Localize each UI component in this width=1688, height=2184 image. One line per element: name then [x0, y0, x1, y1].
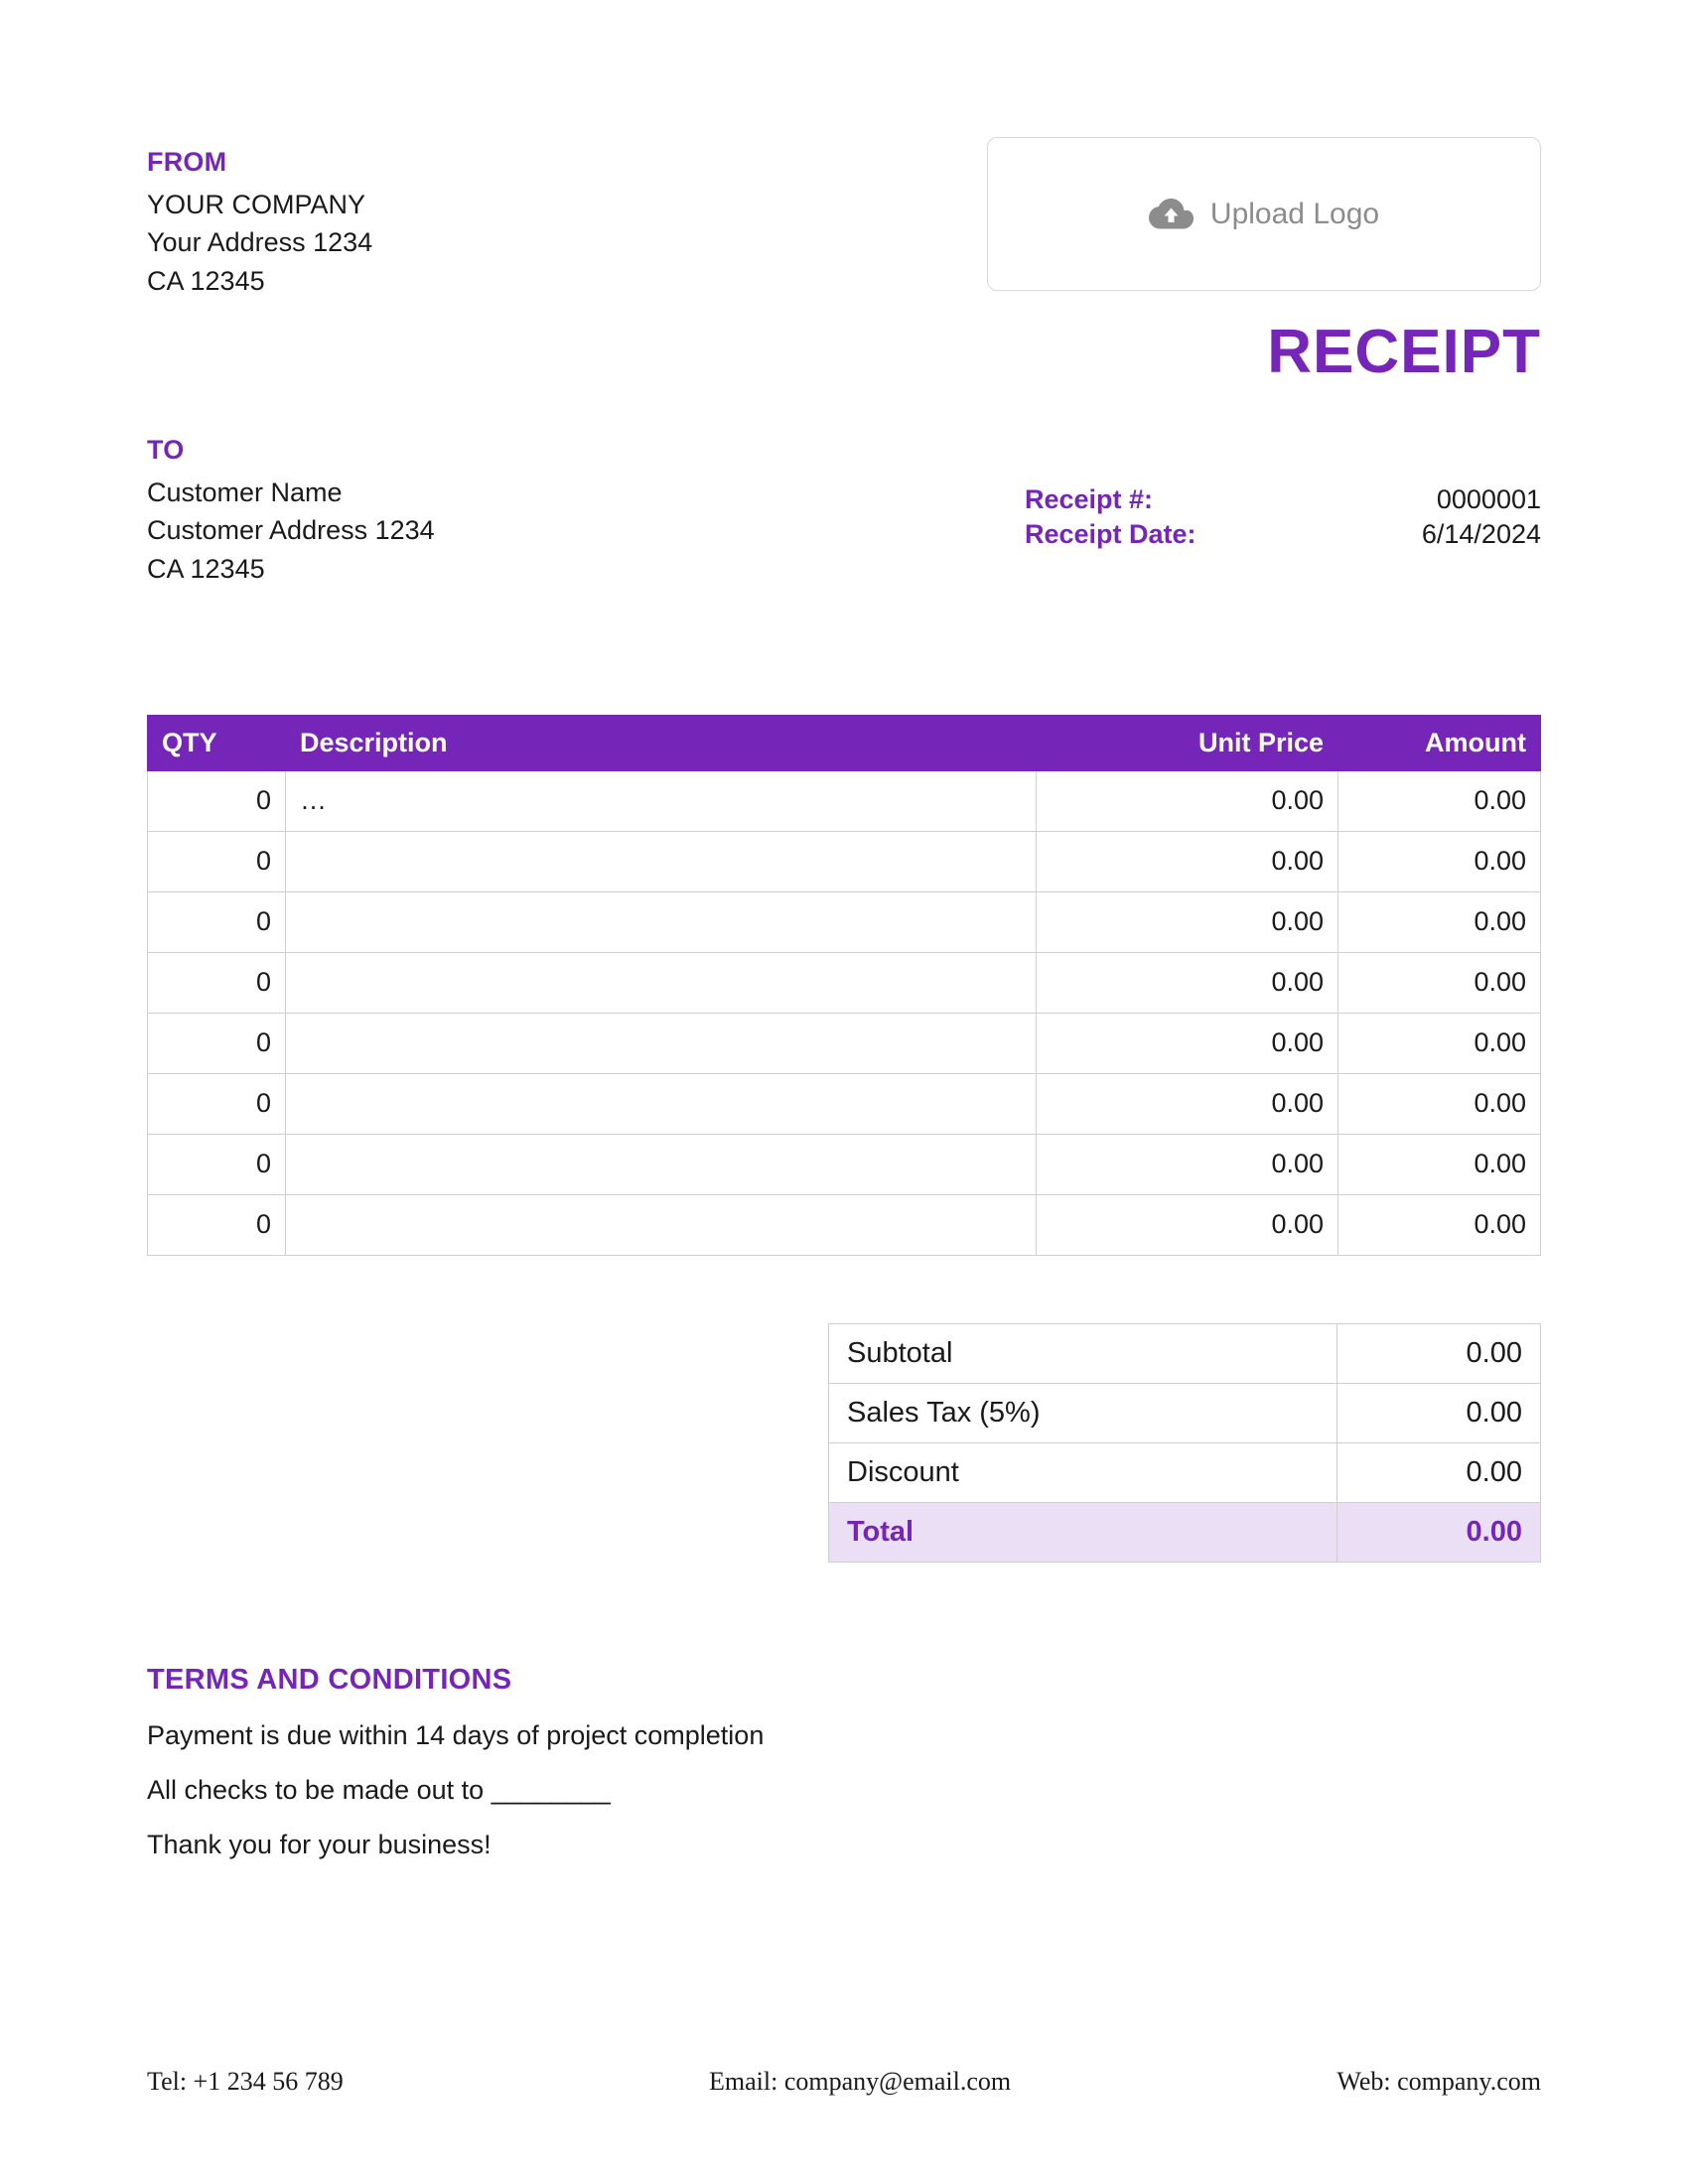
cell-amount: 0.00: [1338, 1013, 1541, 1073]
terms-line-3: Thank you for your business!: [147, 1829, 492, 1859]
to-line-2: Customer Address 1234: [147, 515, 435, 546]
from-line-2: Your Address 1234: [147, 227, 373, 258]
discount-value[interactable]: 0.00: [1337, 1442, 1541, 1502]
totals-section: [147, 1323, 1541, 1563]
cell-amount: 0.00: [1338, 1073, 1541, 1134]
cell-unit-price[interactable]: 0.00: [1037, 891, 1338, 952]
cell-qty[interactable]: 0: [148, 1134, 286, 1194]
upload-logo-label: Upload Logo: [1209, 197, 1380, 230]
cell-amount: 0.00: [1338, 770, 1541, 831]
cell-description[interactable]: [286, 1073, 1037, 1134]
cell-unit-price[interactable]: 0.00: [1037, 1134, 1338, 1194]
receipt-date-value[interactable]: 6/14/2024: [1421, 519, 1541, 549]
subtotal-value: 0.00: [1337, 1323, 1541, 1383]
cloud-upload-icon: [1149, 196, 1195, 233]
cell-amount: 0.00: [1338, 891, 1541, 952]
upload-logo-inner: [1149, 196, 1379, 233]
receipt-number-value[interactable]: 0000001: [1436, 484, 1541, 514]
document-header: [147, 109, 1541, 387]
totals-row-subtotal: [829, 1323, 1541, 1383]
subtotal-label: Subtotal: [829, 1323, 1337, 1383]
cell-unit-price[interactable]: 0.00: [1037, 952, 1338, 1013]
to-line-3: CA 12345: [147, 553, 265, 584]
cell-qty[interactable]: 0: [148, 831, 286, 891]
footer-email: Email: company@email.com: [709, 2067, 1012, 2096]
cell-unit-price[interactable]: 0.00: [1037, 1013, 1338, 1073]
footer-tel: Tel: +1 234 56 789: [147, 2067, 344, 2096]
cell-qty[interactable]: 0: [148, 770, 286, 831]
document-footer: [147, 2067, 1541, 2097]
column-header-amount: Amount: [1338, 715, 1541, 770]
table-row: [148, 1013, 1541, 1073]
recipient-and-meta: [147, 435, 1541, 588]
receipt-date-label: Receipt Date:: [1025, 519, 1196, 549]
cell-unit-price[interactable]: 0.00: [1037, 770, 1338, 831]
from-block: [147, 109, 372, 300]
cell-qty[interactable]: 0: [148, 1194, 286, 1255]
from-line-1: YOUR COMPANY: [147, 190, 366, 219]
totals-row-total: [829, 1502, 1541, 1562]
terms-and-conditions: [147, 1664, 1541, 1860]
column-header-unit-price: Unit Price: [1037, 715, 1338, 770]
cell-description[interactable]: …: [286, 770, 1037, 831]
table-row: [148, 831, 1541, 891]
cell-description[interactable]: [286, 831, 1037, 891]
cell-unit-price[interactable]: 0.00: [1037, 1073, 1338, 1134]
logo-and-title: [987, 109, 1541, 387]
cell-qty[interactable]: 0: [148, 952, 286, 1013]
cell-amount: 0.00: [1338, 952, 1541, 1013]
cell-amount: 0.00: [1338, 831, 1541, 891]
cell-description[interactable]: [286, 1194, 1037, 1255]
total-label: Total: [829, 1502, 1337, 1562]
table-row: [148, 891, 1541, 952]
totals-row-sales-tax: [829, 1383, 1541, 1442]
cell-qty[interactable]: 0: [148, 1013, 286, 1073]
cell-qty[interactable]: 0: [148, 891, 286, 952]
upload-logo-dropzone[interactable]: [987, 137, 1541, 291]
page-title: RECEIPT: [1267, 318, 1541, 386]
cell-description[interactable]: [286, 1013, 1037, 1073]
terms-line-1: Payment is due within 14 days of project completion: [147, 1719, 765, 1750]
table-row: [148, 1194, 1541, 1255]
to-block: [147, 435, 435, 588]
line-items-header-row: [148, 715, 1541, 770]
total-value: 0.00: [1337, 1502, 1541, 1562]
totals-table: [828, 1323, 1541, 1563]
table-row: [148, 770, 1541, 831]
column-header-qty: QTY: [148, 715, 286, 770]
cell-unit-price[interactable]: 0.00: [1037, 831, 1338, 891]
cell-description[interactable]: [286, 1134, 1037, 1194]
sales-tax-value: 0.00: [1337, 1383, 1541, 1442]
cell-amount: 0.00: [1338, 1134, 1541, 1194]
meta-row-receipt-date: [1025, 517, 1541, 552]
terms-title: TERMS AND CONDITIONS: [147, 1663, 512, 1696]
column-header-description: Description: [286, 715, 1037, 770]
terms-line-2: All checks to be made out to ________: [147, 1774, 611, 1805]
totals-row-discount: [829, 1442, 1541, 1502]
from-line-3: CA 12345: [147, 265, 265, 296]
cell-amount: 0.00: [1338, 1194, 1541, 1255]
to-label: TO: [147, 435, 185, 465]
meta-row-receipt-number: [1025, 482, 1541, 517]
discount-label: Discount: [829, 1442, 1337, 1502]
table-row: [148, 952, 1541, 1013]
cell-qty[interactable]: 0: [148, 1073, 286, 1134]
sales-tax-label: Sales Tax (5%): [829, 1383, 1337, 1442]
cell-unit-price[interactable]: 0.00: [1037, 1194, 1338, 1255]
receipt-number-label: Receipt #:: [1025, 484, 1154, 514]
cell-description[interactable]: [286, 891, 1037, 952]
table-row: [148, 1134, 1541, 1194]
receipt-meta-table: [1025, 482, 1541, 552]
from-label: FROM: [147, 147, 227, 177]
line-items-table: [147, 715, 1541, 1256]
cell-description[interactable]: [286, 952, 1037, 1013]
footer-web: Web: company.com: [1336, 2067, 1541, 2096]
to-line-1: Customer Name: [147, 478, 343, 507]
table-row: [148, 1073, 1541, 1134]
